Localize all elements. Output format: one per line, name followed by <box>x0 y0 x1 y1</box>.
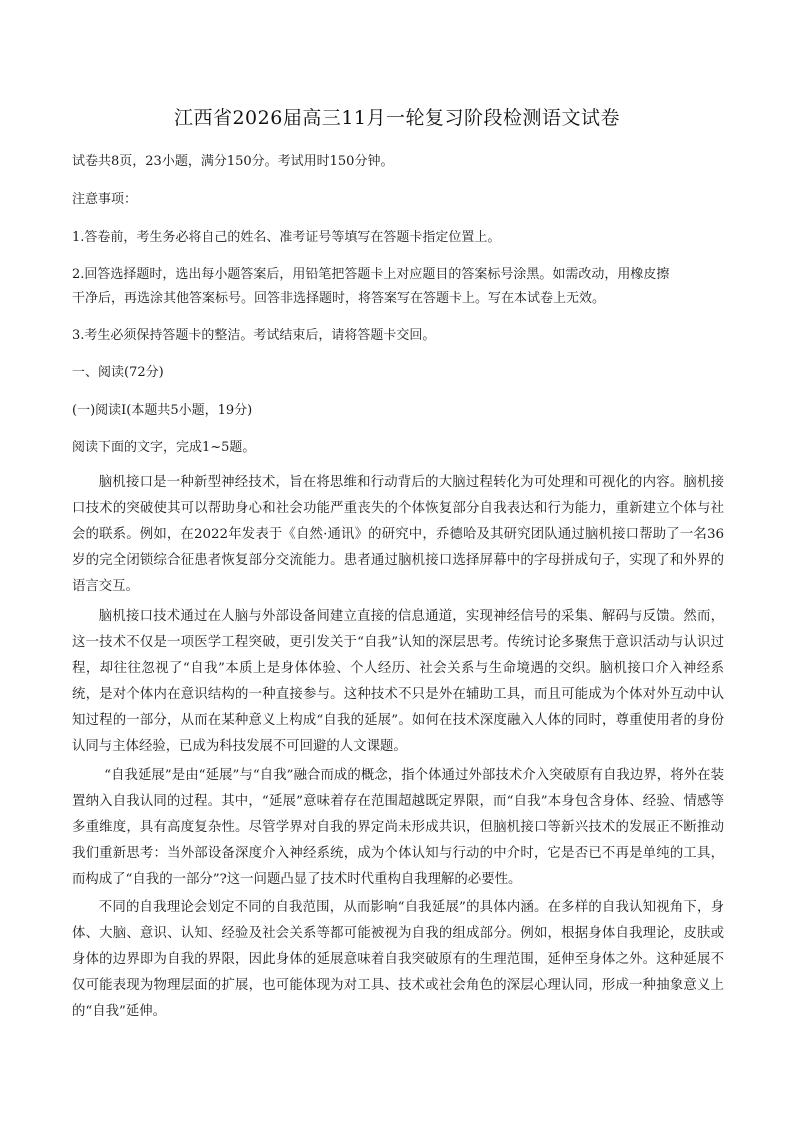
subsection-heading: (一)阅读Ⅰ(本题共5小题，19分) <box>72 403 253 418</box>
page-title: 江西省2026届高三11月一轮复习阶段检测语文试卷 <box>173 107 621 129</box>
note-item-2: 2.回答选择题时，选出每小题答案后，用铅笔把答题卡上对应题目的答案标号涂黑。如需改动，用橡皮擦 <box>72 267 670 282</box>
note-item-2-continued: 干净后，再选涂其他答案标号。回答非选择题时，将答案写在答题卡上。写在本试卷上无效。 <box>72 291 606 306</box>
passage-paragraph-3: “自我延展”是由“延展”与“自我”融合而成的概念，指个体通过外部技术介入突破原有自我边界，将外在装置纳入自我认同的过程。其中，“延展”意味着存在范围超越既定界限，而“自我”本身包含身体、经验、情感等多重维度，具有高度复杂性。尽管学界对自我的界定尚未形成共识，但脑机接口等新兴技术的发展正不断推动我们重新思考：当外部设备深度介入神经系统，成为个体认知与行动的中介时，它是否已不再是单纯的工具，而构成了“自我的一部分”?这一问题凸显了技术时代重构自我理解的必要性。 <box>72 768 724 887</box>
passage-paragraph-4: 不同的自我理论会划定不同的自我范围，从而影响“自我延展”的具体内涵。在多样的自我认知视角下，身体、大脑、意识、认知、经验及社会关系等都可能被视为自我的组成部分。例如，根据身体自我理论，皮肤或身体的边界即为自我的界限，因此身体的延展意味着自我突破原有的生理范围，延伸至身体之外。这种延展不仅可能表现为物理层面的扩展，也可能体现为对工具、技术或社会角色的深层心理认同，形成一种抽象意义上的“自我”延伸。 <box>72 900 724 1019</box>
notes-heading: 注意事项： <box>72 192 138 207</box>
section-heading: 一、阅读(72分) <box>72 365 164 380</box>
passage-paragraph-1: 脑机接口是一种新型神经技术，旨在将思维和行动背后的大脑过程转化为可处理和可视化的内容。脑机接口技术的突破使其可以帮助身心和社会功能严重丧失的个体恢复部分自我表达和行为能力，重新建立个体与社会的联系。例如，在2022年发表于《自然·通讯》的研究中，乔德哈及其研究团队通过脑机接口帮助了一名36岁的完全闭锁综合征患者恢复部分交流能力。患者通过脑机接口选择屏幕中的字母拼成句子，实现了和外界的语言交互。 <box>72 475 724 594</box>
note-item-3: 3.考生必须保持答题卡的整洁。考试结束后，请将答题卡交回。 <box>72 328 436 343</box>
exam-intro: 试卷共8页，23小题，满分150分。考试用时150分钟。 <box>72 154 394 169</box>
reading-instruction: 阅读下面的文字，完成1~5题。 <box>72 440 256 455</box>
note-item-1: 1.答卷前，考生务必将自己的姓名、准考证号等填写在答题卡指定位置上。 <box>72 230 501 245</box>
passage-paragraph-2: 脑机接口技术通过在人脑与外部设备间建立直接的信息通道，实现神经信号的采集、解码与反馈。然而，这一技术不仅是一项医学工程突破，更引发关于“自我”认知的深层思考。传统讨论多聚焦于意识活动与认识过程，却往往忽视了“自我”本质上是身体体验、个人经历、社会关系与生命境遇的交织。脑机接口介入神经系统，是对个体内在意识结构的一种直接参与。这种技术不只是外在辅助工具，而且可能成为个体对外互动中认知过程的一部分，从而在某种意义上构成“自我的延展”。如何在技术深度融入人体的同时，尊重使用者的身份认同与主体经验，已成为科技发展不可回避的人文课题。 <box>72 609 724 754</box>
